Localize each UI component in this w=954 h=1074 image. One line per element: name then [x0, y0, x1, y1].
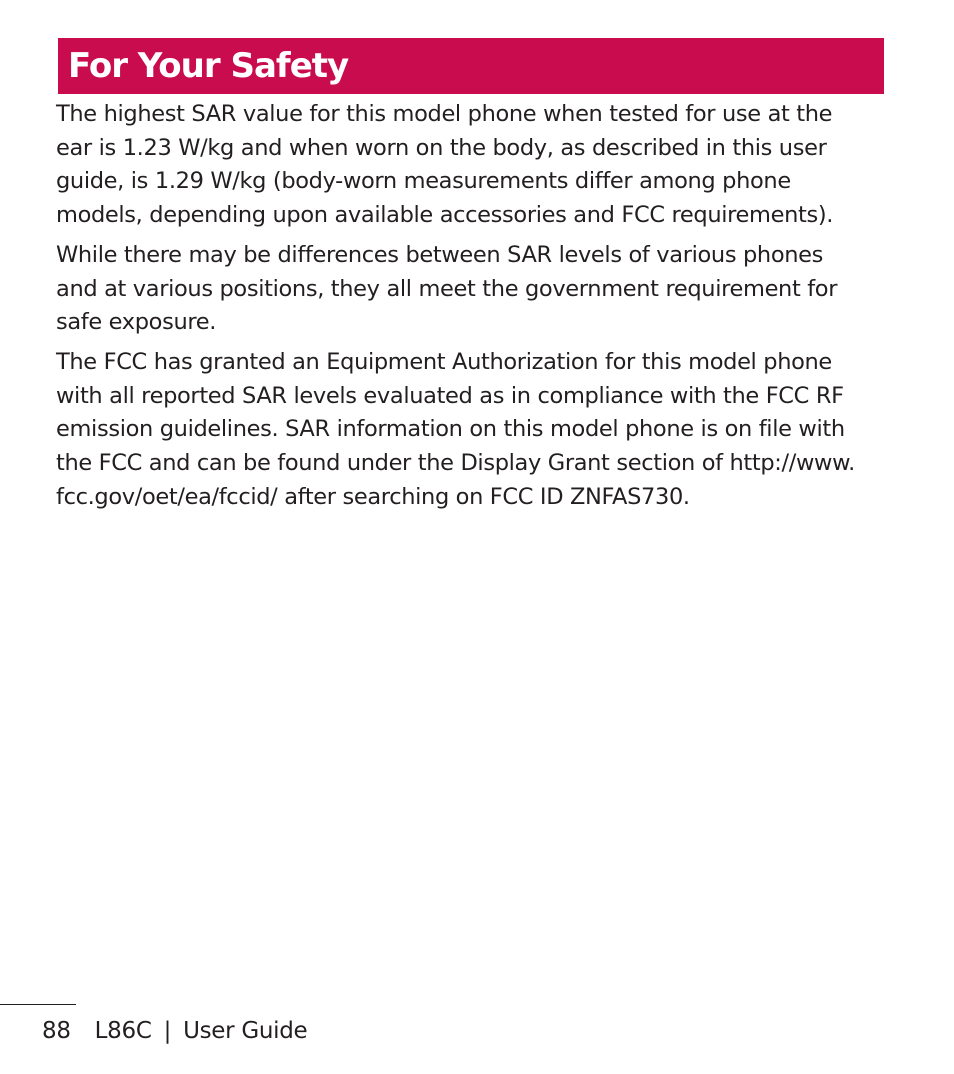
text-line: emission guidelines. SAR information on this model phone is on file with [56, 416, 845, 443]
text-line: safe exposure. [56, 309, 217, 336]
paragraph-sar-values [56, 98, 886, 233]
section-title: For Your Safety [68, 46, 349, 86]
body-text [56, 98, 886, 520]
footer-separator: | [163, 1018, 172, 1044]
text-line: ear is 1.23 W/kg and when worn on the body, as described in this user [56, 134, 827, 161]
text-line: and at various positions, they all meet the government requirement for [56, 275, 838, 302]
footer-rule [0, 1004, 76, 1005]
paragraph-fcc-authorization [56, 346, 886, 515]
page-footer [42, 1015, 307, 1047]
text-line: fcc.gov/oet/ea/fccid/ after searching on FCC ID ZNFAS730. [56, 483, 690, 510]
text-line: models, depending upon available accessories and FCC requirements). [56, 202, 834, 229]
guide-label: User Guide [183, 1018, 308, 1044]
model-name: L86C [94, 1018, 152, 1044]
text-line: guide, is 1.29 W/kg (body-worn measurements differ among phone [56, 168, 791, 195]
text-line: While there may be differences between SAR levels of various phones [56, 241, 824, 268]
text-line: the FCC and can be found under the Display Grant section of http://www. [56, 450, 855, 477]
text-line: The highest SAR value for this model phone when tested for use at the [56, 101, 833, 127]
section-header-bar [58, 38, 884, 94]
paragraph-sar-differences [56, 239, 886, 340]
text-line: The FCC has granted an Equipment Authorization for this model phone [56, 348, 832, 375]
page-number: 88 [42, 1018, 71, 1044]
text-line: with all reported SAR levels evaluated as in compliance with the FCC RF [56, 382, 844, 409]
